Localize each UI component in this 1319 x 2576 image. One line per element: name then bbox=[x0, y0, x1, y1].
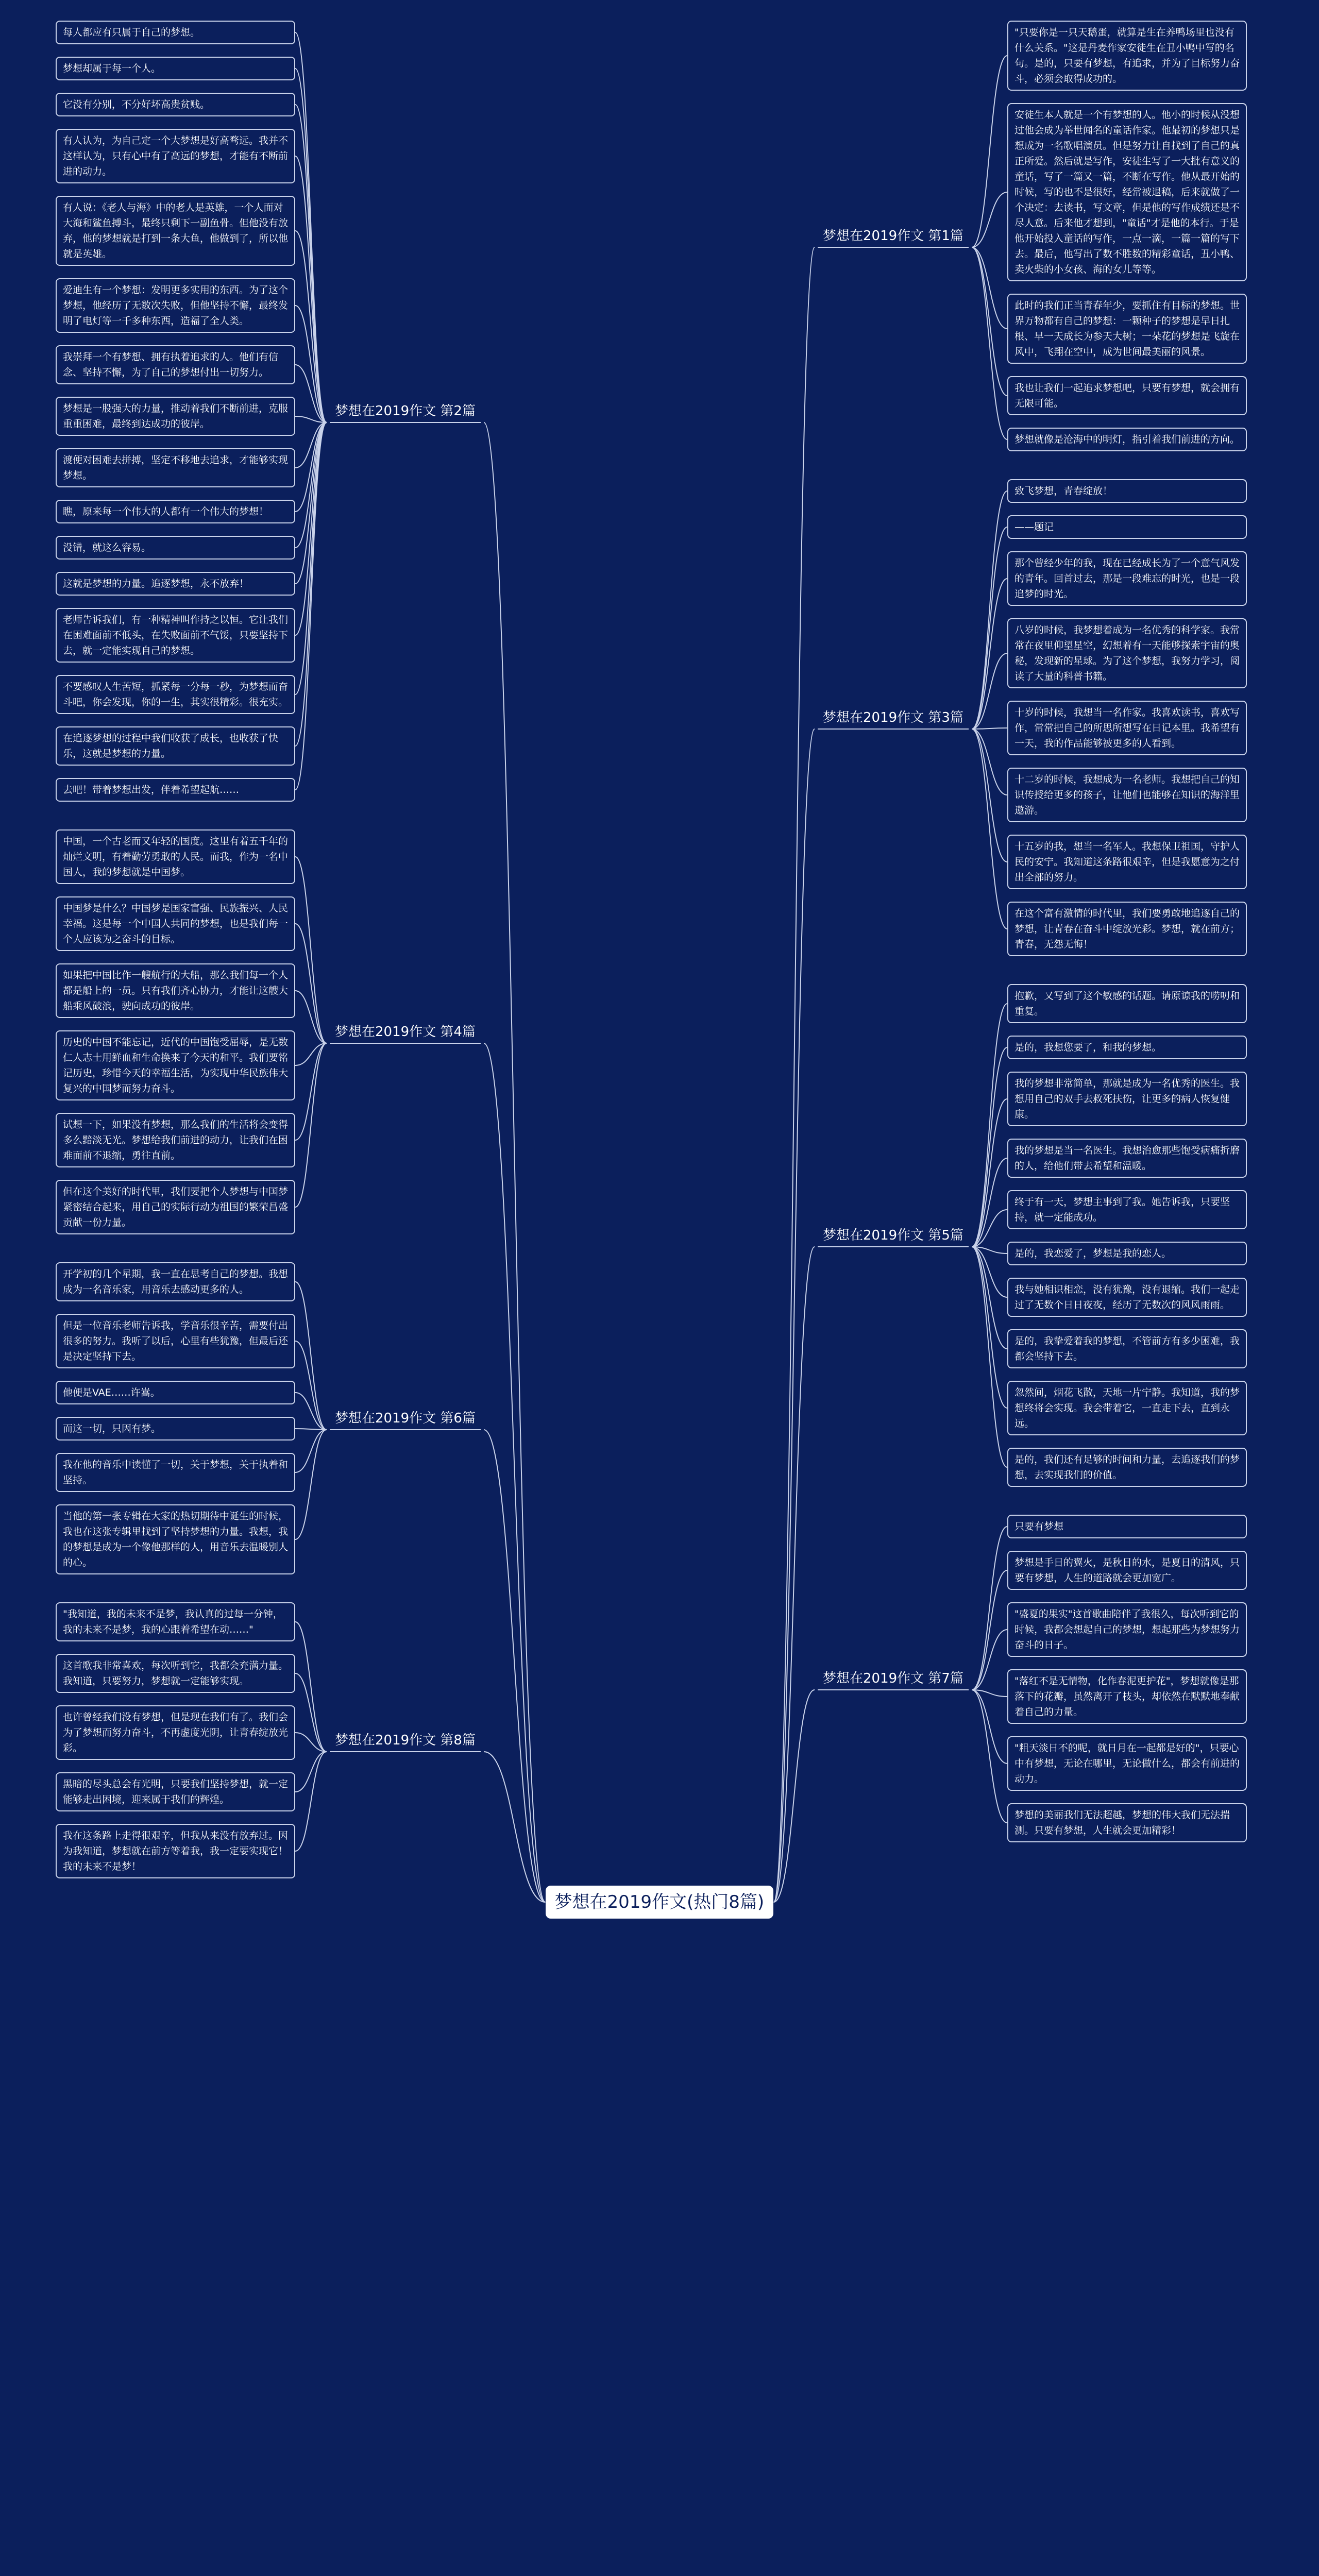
leaf-node[interactable]: 忽然间，烟花飞散，天地一片宁静。我知道，我的梦想终将会实现。我会带着它，一直走下去，直到永远。 bbox=[1007, 1381, 1247, 1435]
leaf-node[interactable]: 八岁的时候，我梦想着成为一名优秀的科学家。我常常在夜里仰望星空，幻想着有一天能够探索宇宙的奥秘，发现新的星球。为了这个梦想，我努力学习，阅读了大量的科普书籍。 bbox=[1007, 618, 1247, 688]
leaf-node[interactable]: 抱歉，又写到了这个敏感的话题。请原谅我的唠叨和重复。 bbox=[1007, 984, 1247, 1023]
leaf-node[interactable]: 每人都应有只属于自己的梦想。 bbox=[56, 21, 295, 44]
leaf-node[interactable]: 有人认为，为自己定一个大梦想是好高骛远。我并不这样认为，只有心中有了高远的梦想，才能有不断前进的动力。 bbox=[56, 129, 295, 183]
leaf-node[interactable]: 我的梦想非常简单，那就是成为一名优秀的医生。我想用自己的双手去救死扶伤，让更多的病人恢复健康。 bbox=[1007, 1072, 1247, 1126]
leaf-node[interactable]: "只要你是一只天鹅蛋，就算是生在养鸭场里也没有什么关系。"这是丹麦作家安徒生在丑小鸭中写的名句。是的，只要有梦想，有追求，并为了目标努力奋斗，必须会取得成功的。 bbox=[1007, 21, 1247, 91]
leaf-node[interactable]: 这就是梦想的力量。追逐梦想，永不放弃！ bbox=[56, 572, 295, 596]
leaf-node[interactable]: 此时的我们正当青春年少，要抓住有目标的梦想。世界万物都有自己的梦想：一颗种子的梦想是早日扎根、早一天成长为参天大树；一朵花的梦想是飞旋在风中，飞翔在空中，成为世间最美丽的风景。 bbox=[1007, 294, 1247, 364]
leaf-node[interactable]: 瞧，原来每一个伟大的人都有一个伟大的梦想！ bbox=[56, 500, 295, 523]
leaf-node[interactable]: 十二岁的时候，我想成为一名老师。我想把自己的知识传授给更多的孩子，让他们也能够在知识的海洋里遨游。 bbox=[1007, 768, 1247, 822]
leaf-node[interactable]: 梦想就像是沧海中的明灯，指引着我们前进的方向。 bbox=[1007, 428, 1247, 451]
leaf-node[interactable]: "我知道，我的未来不是梦，我认真的过每一分钟，我的未来不是梦，我的心跟着希望在动……" bbox=[56, 1602, 295, 1641]
leaf-node[interactable]: 我与她相识相恋，没有犹豫，没有退缩。我们一起走过了无数个日日夜夜，经历了无数次的风风雨雨。 bbox=[1007, 1278, 1247, 1317]
leaf-node[interactable]: 只要有梦想 bbox=[1007, 1515, 1247, 1538]
leaf-node[interactable]: 那个曾经少年的我，现在已经成长为了一个意气风发的青年。回首过去，那是一段难忘的时光，也是一段追梦的时光。 bbox=[1007, 551, 1247, 606]
branch-5[interactable]: 梦想在2019作文 第5篇 bbox=[823, 1228, 963, 1243]
leaf-node[interactable]: 是的，我挚爱着我的梦想，不管前方有多少困难，我都会坚持下去。 bbox=[1007, 1329, 1247, 1368]
leaf-node[interactable]: 梦想的美丽我们无法超越，梦想的伟大我们无法揣测。只要有梦想，人生就会更加精彩！ bbox=[1007, 1803, 1247, 1842]
leaf-node[interactable]: 他便是VAE……许嵩。 bbox=[56, 1381, 295, 1404]
leaf-node[interactable]: 是的，我恋爱了，梦想是我的恋人。 bbox=[1007, 1242, 1247, 1265]
branch-6[interactable]: 梦想在2019作文 第6篇 bbox=[335, 1411, 476, 1426]
leaf-node[interactable]: 老师告诉我们，有一种精神叫作持之以恒。它让我们在困难面前不低头，在失败面前不气馁，只要坚持下去，就一定能实现自己的梦想。 bbox=[56, 608, 295, 663]
leaf-node[interactable]: 终于有一天，梦想主事到了我。她告诉我，只要坚持，就一定能成功。 bbox=[1007, 1190, 1247, 1229]
leaf-node[interactable]: 中国梦是什么？中国梦是国家富强、民族振兴、人民幸福。这是每一个中国人共同的梦想，也是我们每一个人应该为之奋斗的目标。 bbox=[56, 896, 295, 951]
branch-3[interactable]: 梦想在2019作文 第3篇 bbox=[823, 710, 963, 725]
leaf-node[interactable]: 是的，我想您要了，和我的梦想。 bbox=[1007, 1036, 1247, 1059]
leaf-node[interactable]: 在追逐梦想的过程中我们收获了成长，也收获了快乐，这就是梦想的力量。 bbox=[56, 726, 295, 766]
leaf-node[interactable]: 有人说：《老人与海》中的老人是英雄，一个人面对大海和鲨鱼搏斗，最终只剩下一副鱼骨。但他没有放弃，他的梦想就是打到一条大鱼，他做到了，所以他就是英雄。 bbox=[56, 196, 295, 266]
leaf-node[interactable]: 不要感叹人生苦短，抓紧每一分每一秒，为梦想而奋斗吧，你会发现，你的一生，其实很精彩。很充实。 bbox=[56, 675, 295, 714]
leaf-node[interactable]: ——题记 bbox=[1007, 515, 1247, 539]
leaf-node[interactable]: 安徒生本人就是一个有梦想的人。他小的时候从没想过他会成为举世闻名的童话作家。他最初的梦想只是想成为一名歌唱演员。但是努力让自找到了自己的真正所爱。然后就是写作，安徒生写了一大批有意义的童话，写了一篇又一篇，不断在写作。他从最开始的时候，写的也不是很好，经常被退稿，后来就做了一个决定：去读书，写文章，但是他的写作成绩还是不尽人意。后来他才想到，"童话"才是他的本行。于是他开始投入童话的写作，一点一滴，一篇一篇的写下去。最后，他写出了数不胜数的精彩童话，丑小鸭、卖火柴的小女孩、海的女儿等等。 bbox=[1007, 103, 1247, 281]
branch-7[interactable]: 梦想在2019作文 第7篇 bbox=[823, 1671, 963, 1686]
leaf-node[interactable]: 在这个富有激情的时代里，我们要勇敢地追逐自己的梦想，让青春在奋斗中绽放光彩。梦想，就在前方；青春，无怨无悔！ bbox=[1007, 902, 1247, 956]
leaf-node[interactable]: 黑暗的尽头总会有光明，只要我们坚持梦想，就一定能够走出困境，迎来属于我们的辉煌。 bbox=[56, 1772, 295, 1811]
leaf-node[interactable]: 而这一切，只因有梦。 bbox=[56, 1417, 295, 1440]
leaf-node[interactable]: "粗天淡日不的呢，就日月在一起都是好的"，只要心中有梦想，无论在哪里，无论做什么，都会有前进的动力。 bbox=[1007, 1736, 1247, 1791]
leaf-node[interactable]: 致飞梦想，青春绽放！ bbox=[1007, 479, 1247, 503]
leaf-node[interactable]: 但在这个美好的时代里，我们要把个人梦想与中国梦紧密结合起来，用自己的实际行动为祖国的繁荣昌盛贡献一份力量。 bbox=[56, 1180, 295, 1234]
leaf-node[interactable]: 开学初的几个星期，我一直在思考自己的梦想。我想成为一名音乐家，用音乐去感动更多的人。 bbox=[56, 1262, 295, 1301]
leaf-node[interactable]: 历史的中国不能忘记，近代的中国饱受屈辱，是无数仁人志士用鲜血和生命换来了今天的和平。我们要铭记历史，珍惜今天的幸福生活，为实现中华民族伟大复兴的中国梦而努力奋斗。 bbox=[56, 1030, 295, 1100]
leaf-node[interactable]: 我的梦想是当一名医生。我想治愈那些饱受病痛折磨的人，给他们带去希望和温暖。 bbox=[1007, 1139, 1247, 1178]
leaf-node[interactable]: 我在他的音乐中读懂了一切，关于梦想，关于执着和坚持。 bbox=[56, 1453, 295, 1492]
leaf-node[interactable]: 但是一位音乐老师告诉我，学音乐很辛苦，需要付出很多的努力。我听了以后，心里有些犹豫，但最后还是决定坚持下去。 bbox=[56, 1314, 295, 1368]
leaf-node[interactable]: 如果把中国比作一艘航行的大船，那么我们每一个人都是船上的一员。只有我们齐心协力，才能让这艘大船乘风破浪，驶向成功的彼岸。 bbox=[56, 963, 295, 1018]
root-topic[interactable]: 梦想在2019作文(热门8篇) bbox=[546, 1886, 774, 1919]
branch-8[interactable]: 梦想在2019作文 第8篇 bbox=[335, 1733, 476, 1748]
leaf-node[interactable]: 我在这条路上走得很艰辛，但我从来没有放弃过。因为我知道，梦想就在前方等着我，我一定要实现它！我的未来不是梦！ bbox=[56, 1824, 295, 1878]
leaf-node[interactable]: "盛夏的果实"这首歌曲陪伴了我很久，每次听到它的时候，我都会想起自己的梦想，想起那些为梦想努力奋斗的日子。 bbox=[1007, 1602, 1247, 1657]
leaf-node[interactable]: 没错，就这么容易。 bbox=[56, 536, 295, 560]
leaf-node[interactable]: 梦想却属于每一个人。 bbox=[56, 57, 295, 80]
branch-4[interactable]: 梦想在2019作文 第4篇 bbox=[335, 1024, 476, 1040]
leaf-node[interactable]: 它没有分别，不分好坏高贵贫贱。 bbox=[56, 93, 295, 116]
leaf-node[interactable]: 我也让我们一起追求梦想吧，只要有梦想，就会拥有无限可能。 bbox=[1007, 376, 1247, 415]
leaf-node[interactable]: 十岁的时候，我想当一名作家。我喜欢读书，喜欢写作，常常把自己的所思所想写在日记本里。我希望有一天，我的作品能够被更多的人看到。 bbox=[1007, 701, 1247, 755]
leaf-node[interactable]: 梦想是一股强大的力量，推动着我们不断前进，克服重重困难，最终到达成功的彼岸。 bbox=[56, 397, 295, 436]
leaf-node[interactable]: "落红不是无情物，化作春泥更护花"，梦想就像是那落下的花瓣，虽然离开了枝头，却依然在默默地奉献着自己的力量。 bbox=[1007, 1669, 1247, 1724]
leaf-node[interactable]: 十五岁的我，想当一名军人。我想保卫祖国，守护人民的安宁。我知道这条路很艰辛，但是我愿意为之付出全部的努力。 bbox=[1007, 835, 1247, 889]
leaf-node[interactable]: 去吧！带着梦想出发，伴着希望起航…… bbox=[56, 778, 295, 802]
leaf-node[interactable]: 也许曾经我们没有梦想，但是现在我们有了。我们会为了梦想而努力奋斗，不再虚度光阴，让青春绽放光彩。 bbox=[56, 1705, 295, 1760]
leaf-node[interactable]: 渡便对困难去拼搏，坚定不移地去追求，才能够实现梦想。 bbox=[56, 448, 295, 487]
leaf-node[interactable]: 我崇拜一个有梦想、拥有执着追求的人。他们有信念、坚持不懈，为了自己的梦想付出一切努力。 bbox=[56, 345, 295, 384]
leaf-node[interactable]: 爱迪生有一个梦想：发明更多实用的东西。为了这个梦想，他经历了无数次失败，但他坚持不懈，最终发明了电灯等一千多种东西，造福了全人类。 bbox=[56, 278, 295, 333]
leaf-node[interactable]: 是的，我们还有足够的时间和力量，去追逐我们的梦想，去实现我们的价值。 bbox=[1007, 1448, 1247, 1487]
leaf-node[interactable]: 梦想是手日的翼火，是秋日的水，是夏日的清风，只要有梦想，人生的道路就会更加宽广。 bbox=[1007, 1551, 1247, 1590]
branch-2[interactable]: 梦想在2019作文 第2篇 bbox=[335, 403, 476, 419]
leaf-node[interactable]: 中国，一个古老而又年轻的国度。这里有着五千年的灿烂文明，有着勤劳勇敢的人民。而我，作为一名中国人，我的梦想就是中国梦。 bbox=[56, 829, 295, 884]
leaf-node[interactable]: 当他的第一张专辑在大家的热切期待中诞生的时候，我也在这张专辑里找到了坚持梦想的力量。我想，我的梦想是成为一个像他那样的人，用音乐去温暖别人的心。 bbox=[56, 1504, 295, 1574]
leaf-node[interactable]: 试想一下，如果没有梦想，那么我们的生活将会变得多么黯淡无光。梦想给我们前进的动力，让我们在困难面前不退缩，勇往直前。 bbox=[56, 1113, 295, 1167]
branch-1[interactable]: 梦想在2019作文 第1篇 bbox=[823, 228, 963, 244]
leaf-node[interactable]: 这首歌我非常喜欢，每次听到它，我都会充满力量。我知道，只要努力，梦想就一定能够实现。 bbox=[56, 1654, 295, 1693]
